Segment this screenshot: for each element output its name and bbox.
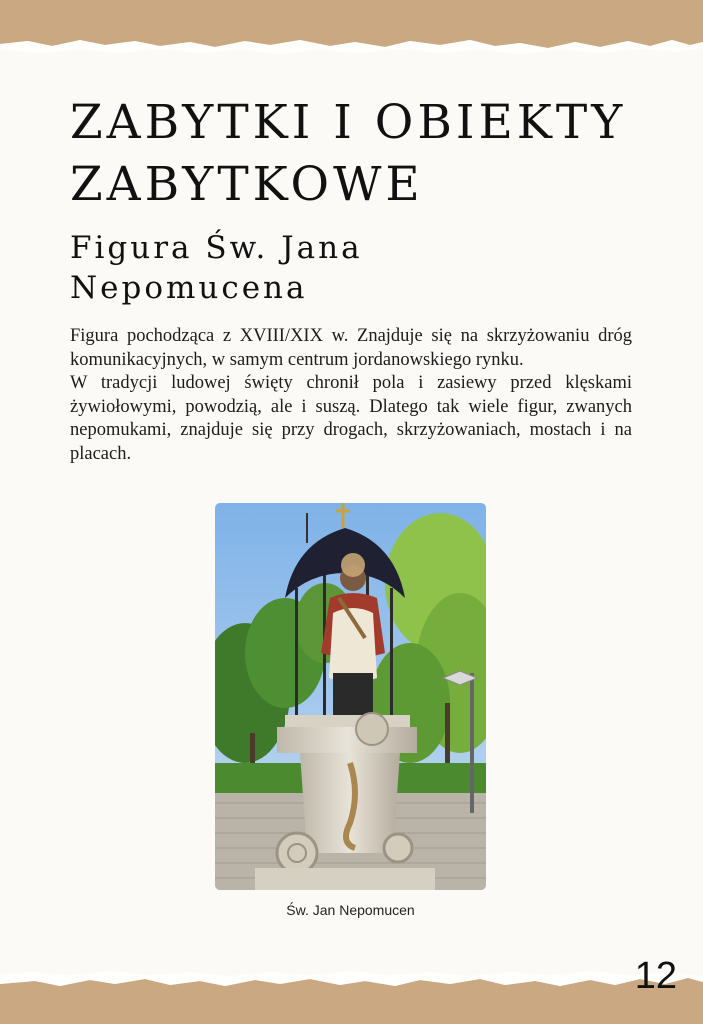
statue-photo <box>215 503 486 890</box>
description-text <box>70 325 632 466</box>
title-line-1: ZABYTKI I OBIEKTY <box>70 95 627 150</box>
torn-paper-bottom-decoration <box>0 964 703 1024</box>
section-subtitle <box>70 228 670 308</box>
photo-caption: Św. Jan Nepomucen <box>286 902 415 918</box>
description-paragraph-1: Figura pochodząca z XVIII/XIX w. Znajduje się na skrzyżowaniu dróg komunikacyjnych, w samym centrum jordanowskiego rynku. <box>70 326 632 370</box>
description-paragraph-2: W tradycji ludowej święty chronił pola i zasiewy przed klęskami żywiołowymi, powodzią, ale i suszą. Dlatego tak wiele figur, zwanych nepomukami, znajduje się przy drogach, skrzyżowaniach, mostach i na placach. <box>70 373 632 464</box>
subtitle-line-2: Nepomucena <box>70 270 308 306</box>
statue-photo-illustration <box>215 503 486 890</box>
page-number: 12 <box>634 955 677 997</box>
title-line-2: ZABYTKOWE <box>70 157 424 212</box>
subtitle-line-1: Figura Św. Jana <box>70 230 363 266</box>
page-title <box>70 92 670 216</box>
torn-paper-top-decoration <box>0 0 703 60</box>
